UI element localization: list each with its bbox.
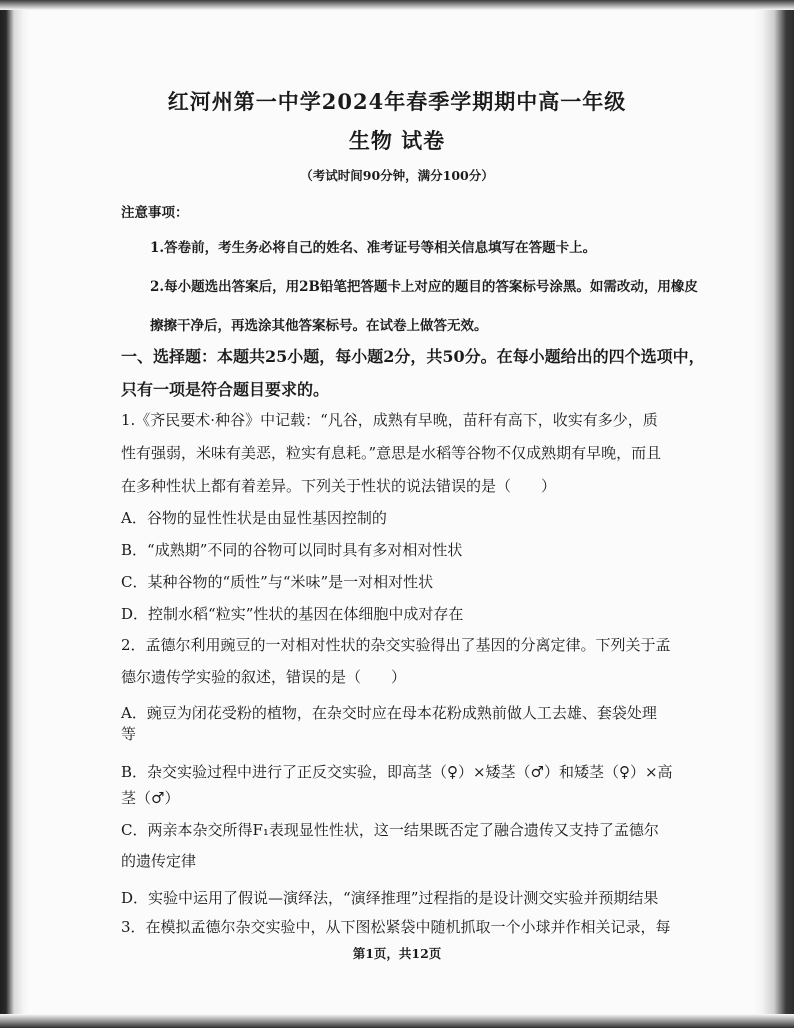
exam-info: （考试时间90分钟，满分100分） — [300, 168, 494, 183]
exam-subtitle: 生物 试卷 — [348, 128, 446, 153]
note-item-2: 2.每小题选出答案后，用2B铅笔把答题卡上对应的题目的答案标号涂黑。如需改动，用橡皮 — [150, 279, 698, 295]
q2-stem-cont: 德尔遗传学实验的叙述，错误的是（ ） — [121, 668, 407, 686]
scan-edge-top — [0, 0, 794, 10]
q2-option-a-cont: 等 — [121, 725, 137, 743]
section-heading-cont: 只有一项是符合题目要求的。 — [121, 380, 330, 399]
q2-option-c-cont: 的遗传定律 — [121, 852, 197, 870]
q2-option-b-cont: 茎（♂） — [121, 789, 180, 807]
notes-heading: 注意事项： — [121, 205, 189, 221]
q1-option-a: A．谷物的显性性状是由显性基因控制的 — [121, 509, 387, 527]
q1-option-c: C．某种谷物的“质性”与“米味”是一对相对性状 — [121, 573, 434, 591]
q2-option-c: C．两亲本杂交所得F₁表现显性性状，这一结果既否定了融合遗传又支持了孟德尔 — [121, 821, 659, 839]
q1-option-d: D．控制水稻“粒实”性状的基因在体细胞中成对存在 — [121, 605, 464, 623]
q3-stem: 3．在模拟孟德尔杂交实验中，从下图松紧袋中随机抓取一个小球并作相关记录，每 — [121, 918, 671, 936]
note-item-1: 1.答卷前，考生务必将自己的姓名、准考证号等相关信息填写在答题卡上。 — [150, 240, 597, 256]
q2-stem: 2．孟德尔利用豌豆的一对相对性状的杂交实验得出了基因的分离定律。下列关于孟 — [121, 636, 671, 654]
q1-stem-cont: 性有强弱，米味有美恶，粒实有息耗。”意思是水稻等谷物不仅成熟期有早晚，而且 — [121, 444, 662, 462]
page-number: 第1页，共12页 — [352, 946, 442, 961]
scan-edge-bottom — [0, 1014, 794, 1028]
q2-option-a: A．豌豆为闭花受粉的植物，在杂交时应在母本花粉成熟前做人工去雄、套袋处理 — [121, 704, 657, 722]
note-item-2-cont: 擦擦干净后，再选涂其他答案标号。在试卷上做答无效。 — [150, 318, 488, 334]
q1-stem: 1.《齐民要术·种谷》中记载：“凡谷，成熟有早晚，苗秆有高下，收实有多少，质 — [121, 411, 658, 429]
q2-option-d: D．实验中运用了假说—演绎法，“演绎推理”过程指的是设计测交实验并预期结果 — [121, 889, 659, 907]
exam-title: 红河州第一中学2024年春季学期期中高一年级 — [167, 89, 627, 114]
q1-stem-cont: 在多种性状上都有着差异。下列关于性状的说法错误的是（ ） — [121, 477, 557, 495]
q2-option-b: B．杂交实验过程中进行了正反交实验，即高茎（♀）×矮茎（♂）和矮茎（♀）×高 — [121, 763, 673, 781]
q1-option-b: B．“成熟期”不同的谷物可以同时具有多对相对性状 — [121, 541, 463, 559]
section-heading: 一、选择题：本题共25小题，每小题2分，共50分。在每小题给出的四个选项中， — [121, 347, 705, 366]
